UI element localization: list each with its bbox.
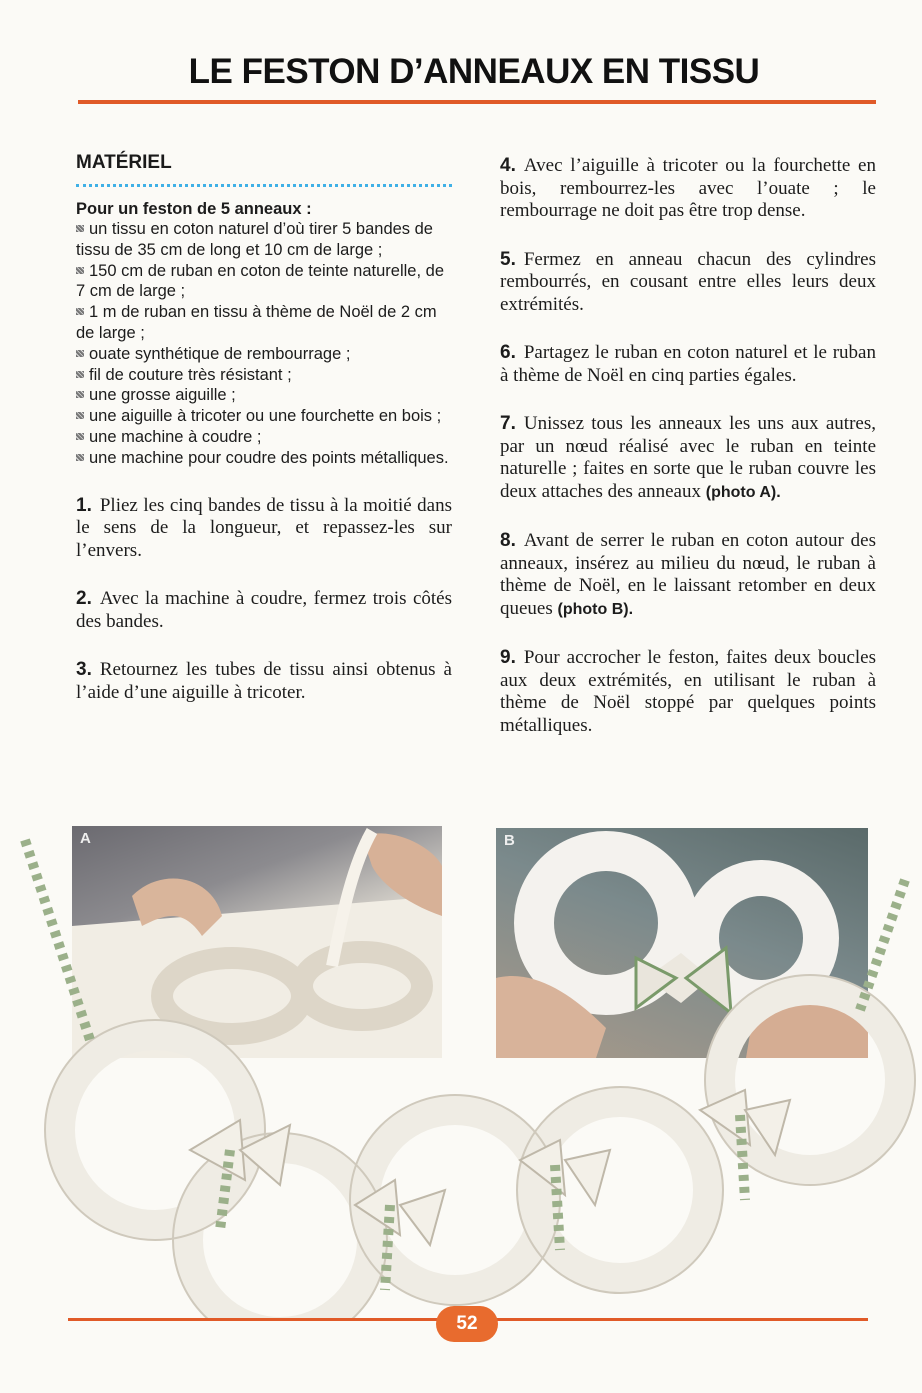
square-bullet-icon bbox=[76, 350, 84, 357]
step-1: 1. Pliez les cinq bandes de tissu à la moitié dans le sens de la longueur, et repassez-les sur l’envers. bbox=[76, 494, 452, 561]
materiel-heading: MATÉRIEL bbox=[76, 152, 172, 173]
square-bullet-icon bbox=[76, 454, 84, 461]
step-3: 3. Retournez les tubes de tissu ainsi obtenus à l’aide d’une aiguille à tricoter. bbox=[76, 659, 452, 703]
step-8: 8. Avant de serrer le ruban en coton autour des anneaux, insérez au milieu du nœud, le ruban à thème de Noël, en le laissant retomber en deux queues (photo B). bbox=[500, 530, 876, 619]
garland-illustration bbox=[0, 820, 922, 1320]
left-column bbox=[76, 152, 452, 730]
square-bullet-icon bbox=[76, 391, 84, 398]
step-9: 9. Pour accrocher le feston, faites deux boucles aux deux extrémités, en utilisant le ruban à thème de Noël stoppé par quelques points métalliques. bbox=[500, 647, 876, 736]
materiel-subheading: Pour un feston de 5 anneaux : bbox=[76, 200, 312, 218]
materiel-item: ouate synthétique de rembourrage ; bbox=[76, 344, 452, 365]
materiel-item: fil de couture très résistant ; bbox=[76, 365, 452, 386]
step-2: 2. Avec la machine à coudre, fermez trois côtés des bandes. bbox=[76, 588, 452, 632]
photo-a-reference: (photo A). bbox=[705, 483, 781, 501]
page-title: LE FESTON D’ANNEAUX EN TISSU bbox=[188, 52, 760, 91]
photo-b-reference: (photo B). bbox=[557, 600, 634, 618]
materiel-item: 150 cm de ruban en coton de teinte naturelle, de 7 cm de large ; bbox=[76, 261, 444, 301]
square-bullet-icon bbox=[76, 433, 84, 440]
materiel-list bbox=[76, 219, 452, 469]
square-bullet-icon bbox=[76, 308, 84, 315]
photo-b-label: B bbox=[504, 832, 515, 849]
right-column bbox=[500, 155, 876, 763]
square-bullet-icon bbox=[76, 225, 84, 232]
materiel-item: une aiguille à tricoter ou une fourchette en bois ; bbox=[76, 406, 452, 427]
step-4: 4. Avec l’aiguille à tricoter ou la fourchette en bois, rembourrez-les avec l’ouate ; le rembourrage ne doit pas être trop dense. bbox=[500, 155, 876, 221]
materiel-item: 1 m de ruban en tissu à thème de Noël de 2 cm de large ; bbox=[76, 303, 437, 342]
materiel-item: un tissu en coton naturel d’où tirer 5 bandes de tissu de 35 cm de long et 10 cm de large ; bbox=[76, 220, 433, 259]
title-divider bbox=[78, 100, 876, 104]
square-bullet-icon bbox=[76, 371, 84, 378]
materiel-item: une machine à coudre ; bbox=[76, 427, 452, 448]
square-bullet-icon bbox=[76, 267, 84, 274]
page-number: 52 bbox=[436, 1306, 498, 1342]
photo-a-label: A bbox=[80, 830, 91, 847]
materiel-item: une machine pour coudre des points métalliques. bbox=[76, 448, 452, 469]
step-5: 5. Fermez en anneau chacun des cylindres rembourrés, en cousant entre elles leurs deux extrémités. bbox=[500, 248, 876, 315]
step-7: 7. Unissez tous les anneaux les uns aux autres, par un nœud réalisé avec le ruban en teinte naturelle ; faites en sorte que le ruban couvre les deux attaches des anneaux (photo A). bbox=[500, 413, 876, 502]
materiel-item: une grosse aiguille ; bbox=[76, 385, 452, 406]
step-6: 6. Partagez le ruban en coton naturel et le ruban à thème de Noël en cinq parties égales. bbox=[500, 342, 876, 386]
dotted-divider bbox=[76, 184, 452, 187]
square-bullet-icon bbox=[76, 412, 84, 419]
